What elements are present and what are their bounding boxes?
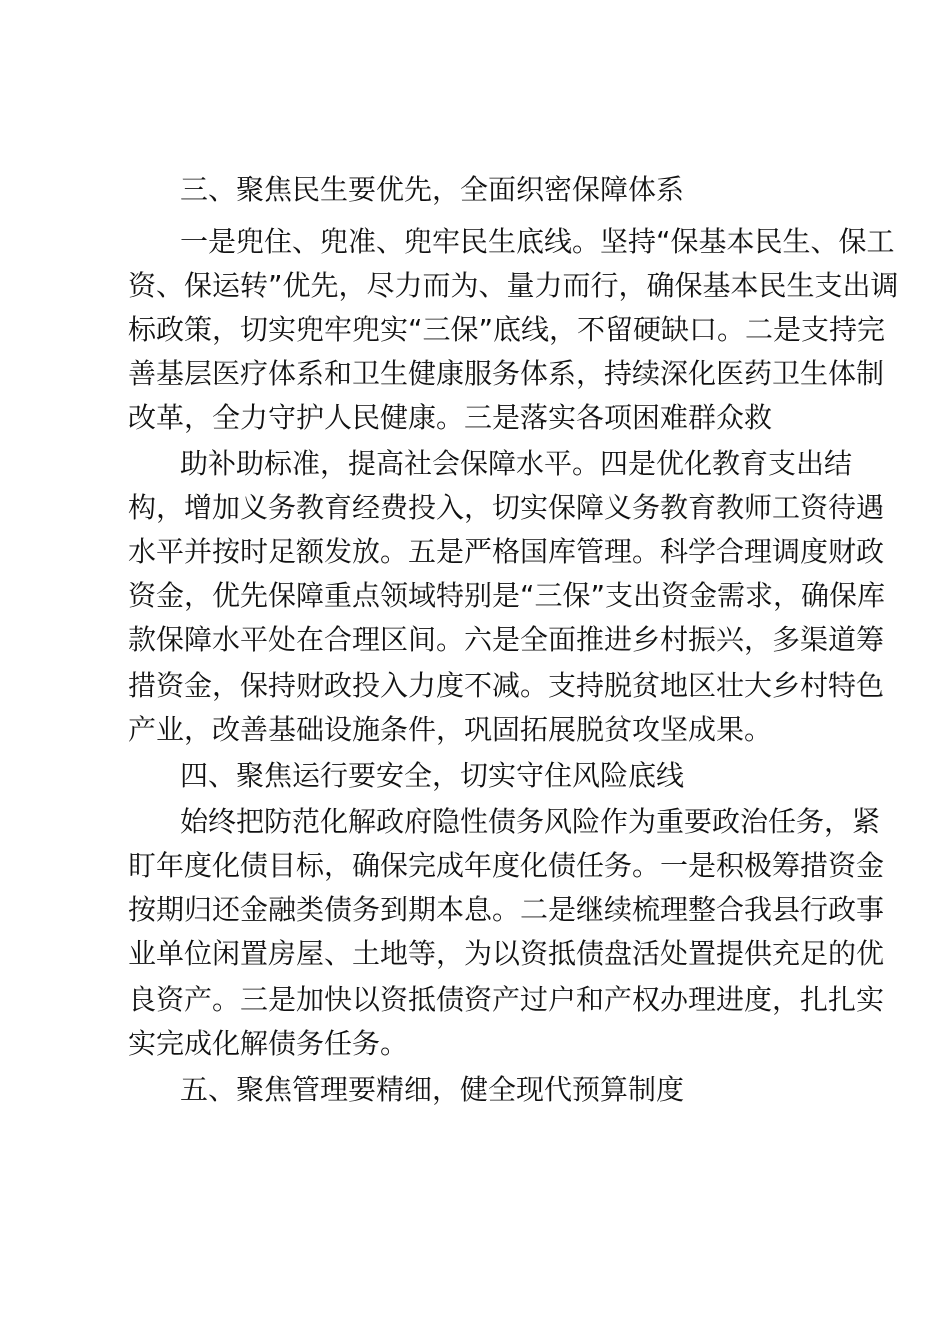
paragraph-line: 资、保运转”优先，尽力而为、量力而行，确保基本民生支出调	[128, 269, 899, 302]
section-heading-3: 三、聚焦民生要优先，全面织密保障体系	[180, 173, 685, 206]
paragraph-line: 产业，改善基础设施条件，巩固拓展脱贫攻坚成果。	[128, 713, 773, 746]
paragraph-line: 按期归还金融类债务到期本息。二是继续梳理整合我县行政事	[128, 893, 885, 926]
paragraph-line: 助补助标准，提高社会保障水平。四是优化教育支出结	[180, 447, 853, 480]
paragraph-line: 资金，优先保障重点领域特别是“三保”支出资金需求，确保库	[128, 579, 886, 612]
paragraph-line: 措资金，保持财政投入力度不减。支持脱贫地区壮大乡村特色	[128, 669, 885, 702]
paragraph-line: 始终把防范化解政府隐性债务风险作为重要政治任务，紧	[180, 805, 881, 838]
paragraph-line: 构，增加义务教育经费投入，切实保障义务教育教师工资待遇	[128, 491, 885, 524]
paragraph-line: 实完成化解债务任务。	[128, 1027, 409, 1060]
section-heading-4: 四、聚焦运行要安全，切实守住风险底线	[180, 759, 685, 792]
paragraph-line: 业单位闲置房屋、土地等，为以资抵债盘活处置提供充足的优	[128, 937, 885, 970]
paragraph-line: 水平并按时足额发放。五是严格国库管理。科学合理调度财政	[128, 535, 885, 568]
paragraph-line: 盯年度化债目标，确保完成年度化债任务。一是积极筹措资金	[128, 849, 885, 882]
paragraph-line: 款保障水平处在合理区间。六是全面推进乡村振兴，多渠道筹	[128, 623, 885, 656]
paragraph-line: 良资产。三是加快以资抵债资产过户和产权办理进度，扎扎实	[128, 983, 885, 1016]
paragraph-line: 改革，全力守护人民健康。三是落实各项困难群众救	[128, 401, 773, 434]
paragraph-line: 标政策，切实兜牢兜实“三保”底线，不留硬缺口。二是支持完	[128, 313, 886, 346]
paragraph-line: 善基层医疗体系和卫生健康服务体系，持续深化医药卫生体制	[128, 357, 885, 390]
section-heading-5: 五、聚焦管理要精细，健全现代预算制度	[180, 1073, 685, 1106]
paragraph-line: 一是兜住、兜准、兜牢民生底线。坚持“保基本民生、保工	[180, 225, 895, 258]
